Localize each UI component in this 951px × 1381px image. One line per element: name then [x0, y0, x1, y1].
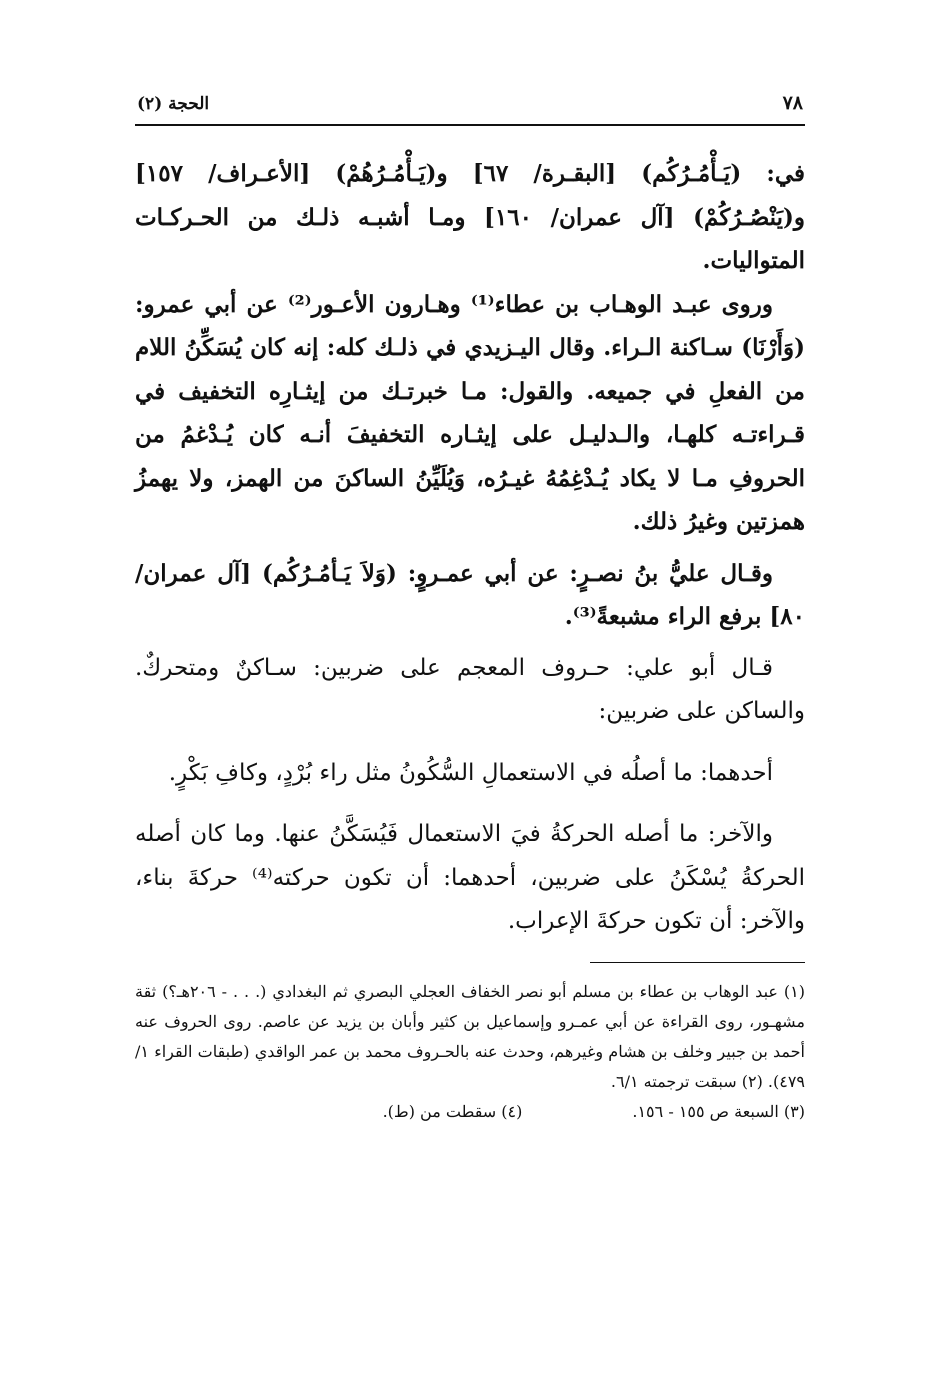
footnote-row — [135, 1097, 805, 1127]
paragraph-2: وروى عبـد الوهـاب بن عطاء⁽¹⁾ وهـارون الأعـور⁽²⁾ عن أبي عمرو: (وَأَرْنَا) سـاكنة الـراء. وقال اليـزيدي في ذلـك كله: إنه كان يُسَكِّنُ اللام من الفعلِ في جميعه. والقول: مـا خبرتـك من إيثـارِه التخفيف في قـراءتـه كلهـا، والـدليـل على إيثـاره التخفيفَ أنـه كان يُـدْغمُ من الحروفِ مـا لا يكاد يُـدْغِمُهُ غيـرُه، وَيُلَيِّنُ الساكنَ من الهمز، ولا يهمزُ همزتين وغيرُ ذلك. — [135, 290, 805, 535]
paragraph-6: والآخر: ما أصله الحركةُ فيَ الاستعمال فَيُسَكَّنُ عنها. وما كان أصله الحركةُ يُسْكَنُ على ضربين، أحدهما: أن تكون حركته⁽⁴⁾ حركةَ بناء، والآخر: أن تكون حركةَ الإعراب. — [135, 821, 805, 934]
footnote-separator — [590, 962, 805, 963]
page-number: ٧٨ — [782, 92, 803, 114]
footnote-3: (٣) السبعة ص ١٥٥ - ١٥٦. — [632, 1101, 805, 1121]
book-page — [135, 90, 805, 1290]
paragraph-3: وقـال عليُّ بنُ نصـرٍ: عن أبي عمـروٍ: (وَلاَ يَـأمُـرُكُم) [آل عمران/ ٨٠] برفع الراء مشبعةً⁽³⁾. — [135, 559, 805, 630]
paragraph-1: في: (يَـأْمُـرُكُم) [البقـرة/ ٦٧] و(يَـأْمُـرُهُمْ) [الأعـراف/ ١٥٧] و(يَنْصُـرُكُمْ) [آل عمران/ ١٦٠] ومـا أشبـه ذلـك من الحـركـات المتواليات. — [135, 160, 805, 274]
running-title: الحجة (٢) — [137, 94, 210, 114]
footnote-4: (٤) سقطت من (ط). — [382, 1101, 523, 1121]
footnotes — [135, 977, 805, 1127]
paragraph-5: أحدهما: ما أصلُه في الاستعمالِ السُّكُونُ مثل راء بُرْدٍ، وكافِ بَكْرٍ. — [168, 759, 773, 786]
main-text — [135, 152, 805, 944]
footnote-1-2: (١) عبد الوهاب بن عطاء بن مسلم أبو نصر الخفاف العجلي البصري ثم البغدادي (. . . - ٢٠٦هـ؟) ثقة مشهـور، روى القراءة عن أبي عمـرو وإسماعيل بن كثير وأبان بن يزيد عن عاصم. روى الحروف عنه أحمد بن جبير وخلف بن هشام وغيرهم، وحدث عنه بالحـروف محمد بن عمر الواقدي (طبقات القراء ١/ ٤٧٩). (٢) سبقت ترجمته ٦/١. — [135, 981, 805, 1091]
paragraph-4: قـال أبو علي: حـروف المعجم على ضربين: سـاكنٌ ومتحركٌ. والساكن على ضربين: — [135, 654, 805, 724]
running-header — [135, 90, 805, 126]
